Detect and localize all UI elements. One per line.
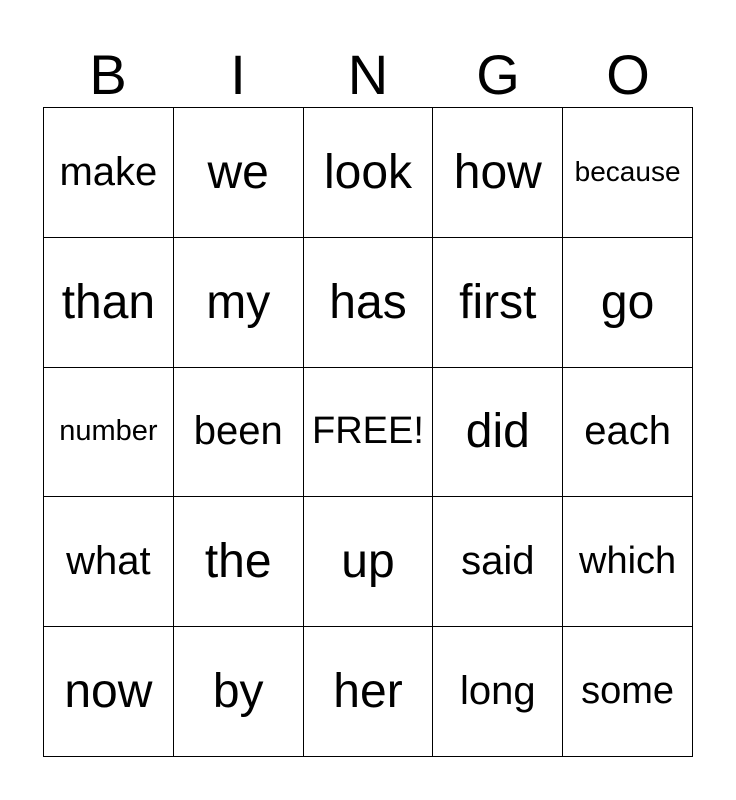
bingo-cell[interactable]: which xyxy=(563,497,693,627)
header-letter-n: N xyxy=(347,43,389,106)
bingo-cell[interactable]: now xyxy=(44,627,174,757)
bingo-cell[interactable]: we xyxy=(174,108,304,238)
bingo-cell[interactable]: go xyxy=(563,238,693,368)
bingo-cell[interactable]: look xyxy=(304,108,434,238)
free-space[interactable]: FREE! xyxy=(304,368,434,498)
bingo-cell[interactable]: each xyxy=(563,368,693,498)
bingo-cell[interactable]: by xyxy=(174,627,304,757)
bingo-cell[interactable]: long xyxy=(433,627,563,757)
bingo-cell[interactable]: said xyxy=(433,497,563,627)
bingo-cell[interactable]: the xyxy=(174,497,304,627)
bingo-cell[interactable]: did xyxy=(433,368,563,498)
header-letter-i: I xyxy=(230,43,246,106)
bingo-cell[interactable]: her xyxy=(304,627,434,757)
header-letter-g: G xyxy=(476,43,520,106)
bingo-cell[interactable]: up xyxy=(304,497,434,627)
header-letter-o: O xyxy=(606,43,650,106)
bingo-cell[interactable]: how xyxy=(433,108,563,238)
bingo-cell[interactable]: first xyxy=(433,238,563,368)
bingo-cell[interactable]: number xyxy=(44,368,174,498)
header-letter-b: B xyxy=(89,43,127,106)
bingo-cell[interactable]: what xyxy=(44,497,174,627)
bingo-cell[interactable]: been xyxy=(174,368,304,498)
bingo-cell[interactable]: has xyxy=(304,238,434,368)
bingo-header xyxy=(43,42,693,108)
bingo-cell[interactable]: my xyxy=(174,238,304,368)
bingo-cell[interactable]: some xyxy=(563,627,693,757)
bingo-board xyxy=(43,107,693,757)
bingo-cell[interactable]: make xyxy=(44,108,174,238)
bingo-cell[interactable]: because xyxy=(563,108,693,238)
bingo-cell[interactable]: than xyxy=(44,238,174,368)
